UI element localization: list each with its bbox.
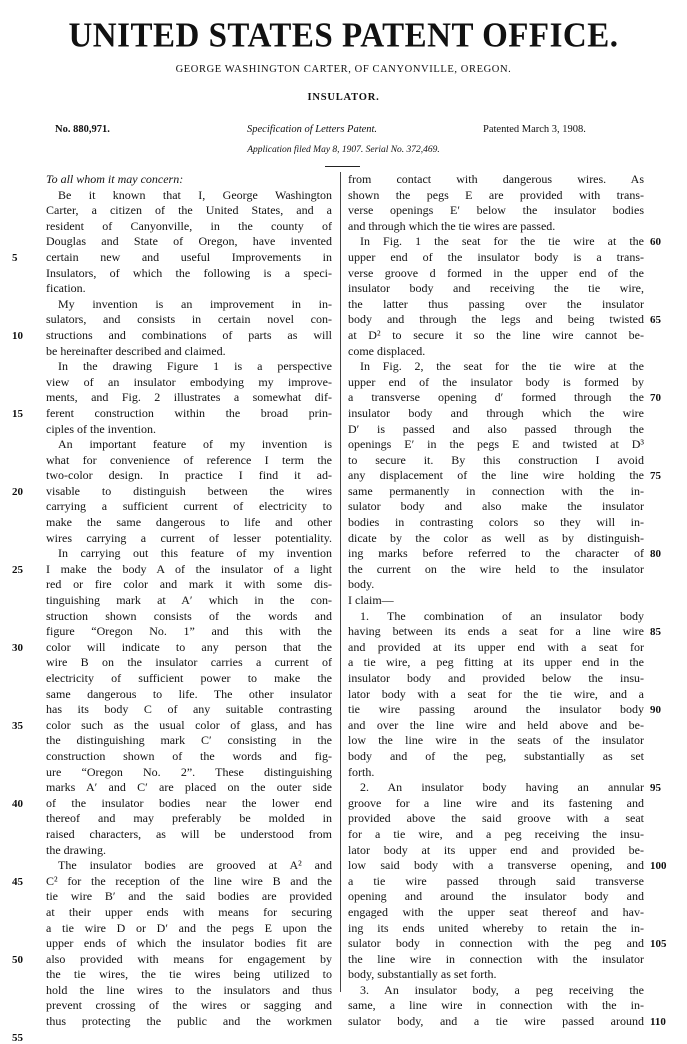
text-line: resident of Canyonville, in the county of: [46, 218, 332, 233]
text-line: Douglas and State of Oregon, have invented: [46, 234, 332, 249]
text-line: insulator body and provided below the insu-: [348, 671, 644, 685]
text-line: The insulator bodies are grooved at A² and: [58, 858, 332, 873]
text-line: thereof and may preferably be molded in: [46, 811, 332, 826]
text-line: same permanently in connection with the in-: [348, 483, 644, 498]
text-line: 2. An insulator body having an annular: [360, 780, 644, 795]
text-line: ing its ends united whereby to retain the in-: [348, 920, 644, 935]
text-line: to secure it. By this construction I avoid: [348, 452, 644, 467]
text-line: bodies in contrasting colors so they will in-: [348, 515, 644, 530]
text-line: upper end of the insulator body is formed by: [348, 374, 644, 389]
text-line: dicate by the color as well as by distinguish-: [348, 530, 644, 545]
text-line: the line wire in connection with the insulator: [348, 951, 644, 966]
text-line: ing marks before referred to the character of: [348, 546, 644, 561]
line-number: 50: [12, 954, 23, 966]
text-line: tie wire B′ and the said bodies are provided: [46, 889, 332, 904]
text-line: the latter thus passing over the insulator: [348, 296, 644, 311]
text-line: sulator body, and a tie wire passed around: [348, 1014, 644, 1029]
column-divider: [340, 172, 341, 992]
text-line: and over the line wire and held above and be-: [348, 717, 644, 732]
text-line: a transverse opening d′ formed through the: [348, 390, 644, 405]
text-line: any displacement of the line wire holding the: [348, 468, 644, 483]
text-line: verse groove d formed in the upper end of the: [348, 265, 644, 280]
line-number: 85: [650, 626, 661, 639]
text-line: electricity of sufficient power to make the: [46, 671, 332, 685]
text-line: sulator body and also make the insulator: [348, 499, 644, 514]
text-line: of the insulator bodies near the lower end: [46, 795, 332, 810]
text-line: Be it known that I, George Washington: [58, 187, 332, 202]
text-line: carrying a sufficient current of electricity to: [46, 499, 332, 514]
text-line: same dangerous to life. The other insulator: [46, 686, 332, 701]
text-line: provided above the said groove with a seat: [348, 811, 644, 826]
text-line: fication.: [46, 281, 86, 296]
text-line: Insulators, of which the following is a speci-: [46, 265, 332, 280]
text-line: the current on the wire held to the insulator: [348, 561, 644, 576]
line-number: 5: [12, 252, 18, 264]
text-line: forth.: [348, 764, 375, 779]
text-line: a tie wire, a peg fitting at its upper end in the: [348, 655, 644, 670]
line-number: 100: [650, 860, 667, 873]
invention-subject: INSULATOR.: [307, 92, 380, 103]
text-line: In Fig. 2, the seat for the tie wire at the: [360, 359, 644, 374]
text-line: tinguishing mark at A′ which in the con-: [46, 593, 332, 608]
line-number: 40: [12, 798, 23, 810]
line-number: 60: [650, 236, 661, 249]
text-line: sulator body in connection with the peg and: [348, 936, 644, 951]
line-number: 25: [12, 564, 23, 576]
text-line: from contact with dangerous wires. As: [348, 172, 644, 186]
text-line: In Fig. 1 the seat for the tie wire at the: [360, 234, 644, 249]
text-line: figure “Oregon No. 1” and this with the: [46, 624, 332, 639]
text-line: color will indicate to any person that the: [46, 639, 332, 654]
text-line: groove for a line wire and its fastening and: [348, 795, 644, 810]
text-line: My invention is an improvement in in-: [58, 296, 332, 311]
line-number: 30: [12, 642, 23, 654]
line-number: 90: [650, 704, 661, 717]
text-line: be hereinafter described and claimed.: [46, 343, 226, 358]
text-line: and provided at its upper end with a seat for: [348, 639, 644, 654]
text-line: come displaced.: [348, 343, 426, 358]
text-line: upper end of the insulator body is a trans-: [348, 249, 644, 264]
office-title: UNITED STATES PATENT OFFICE.: [68, 17, 619, 55]
text-line: red or fire color and mark it with some dis-: [46, 577, 332, 592]
text-line: prevent crossing of the wires or sagging and: [46, 998, 332, 1013]
text-line: 1. The combination of an insulator body: [360, 608, 644, 623]
text-line: same, a line wire in connection with the in-: [348, 998, 644, 1013]
text-line: struction shown consists of the words and: [46, 608, 332, 623]
text-line: hold the line wires to the insulators and thus: [46, 982, 332, 997]
line-number: 10: [12, 330, 23, 342]
text-line: insulator body and through which the wire: [348, 405, 644, 420]
line-number: 110: [650, 1016, 666, 1029]
text-line: ferent construction within the broad prin-: [46, 405, 332, 420]
text-line: make the same dangerous to life and other: [46, 515, 332, 530]
text-line: what for convenience of reference I term the: [46, 452, 332, 467]
text-line: opening and around the insulator body and: [348, 889, 644, 904]
line-number: 65: [650, 314, 661, 327]
text-line: color such as the usual color of glass, and has: [46, 717, 332, 732]
text-line: I claim—: [348, 593, 394, 608]
line-number: 70: [650, 392, 661, 405]
text-line: also provided with means for engagement by: [46, 951, 332, 966]
line-number: 15: [12, 408, 23, 420]
line-number: 45: [12, 876, 23, 888]
text-line: construction shown of the words and fig-: [46, 748, 332, 763]
text-line: C² for the reception of the line wire B and the: [46, 873, 332, 888]
text-line: marks A′ and C′ are placed on the outer side: [46, 780, 332, 795]
text-line: thus protecting the public and the workmen: [46, 1014, 332, 1029]
text-line: two-color design. In practice I find it ad-: [46, 468, 332, 483]
text-line: at D² to secure it so the line wire cannot be-: [348, 327, 644, 342]
text-line: a tie wire D or D′ and the pegs E upon the: [46, 920, 332, 935]
text-line: visable to distinguish between the wires: [46, 483, 332, 498]
text-line: body and of the peg, substantially as set: [348, 748, 644, 763]
text-line: shown the pegs E are provided with trans-: [348, 187, 644, 202]
text-line: view of an insulator embodying my improve-: [46, 374, 332, 389]
text-line: ments, and Fig. 2 illustrates a somewhat dif-: [46, 390, 332, 405]
text-line: certain new and useful Improvements in: [46, 249, 332, 264]
text-line: body, substantially as set forth.: [348, 967, 497, 982]
inventor-line: GEORGE WASHINGTON CARTER, OF CANYONVILLE, OREGON.: [175, 64, 512, 75]
text-line: In carrying out this feature of my invention: [58, 546, 332, 561]
text-line: engaged with the upper seat thereof and hav-: [348, 904, 644, 919]
text-line: wires carrying a current of lesser potentiality.: [46, 530, 332, 545]
line-number: 35: [12, 720, 23, 732]
text-line: low said body with a transverse opening, and: [348, 858, 644, 873]
text-line: lator body with a seat for the tie wire, and a: [348, 686, 644, 701]
text-line: at their upper ends with means for securing: [46, 904, 332, 919]
line-number: 20: [12, 486, 23, 498]
text-line: tie wire passing around the insulator body: [348, 702, 644, 717]
text-line: structions and combinations of parts as will: [46, 327, 332, 342]
patent-number: No. 880,971.: [55, 124, 110, 135]
text-line: openings E′ in the pegs E and twisted at D³: [348, 437, 644, 452]
text-line: sulators, and consists in certain novel con-: [46, 312, 332, 327]
text-line: In the drawing Figure 1 is a perspective: [58, 359, 332, 374]
patented-date: Patented March 3, 1908.: [483, 124, 586, 135]
specification-title: Specification of Letters Patent.: [247, 124, 378, 135]
text-line: raised characters, as will be understood from: [46, 826, 332, 841]
text-line: has its body C of any suitable contrasting: [46, 702, 332, 717]
application-line: Application filed May 8, 1907. Serial No. 372,469.: [247, 145, 440, 155]
text-line: low the line wire in the seats of the insulator: [348, 733, 644, 748]
text-line: I make the body A of the insulator of a light: [46, 561, 332, 576]
text-line: insulator body and receiving the tie wire,: [348, 281, 644, 296]
text-line: upper ends of which the insulator bodies fit are: [46, 936, 332, 951]
text-line: lator body at its upper end and provided be-: [348, 842, 644, 857]
text-line: having between its ends a seat for a line wire: [348, 624, 644, 639]
text-line: wire B on the insulator carries a current of: [46, 655, 332, 670]
text-line: ciples of the invention.: [46, 421, 156, 436]
text-line: To all whom it may concern:: [46, 172, 184, 186]
header-rule: [325, 166, 360, 167]
line-number: 105: [650, 938, 667, 951]
right-text-column: [348, 172, 644, 1030]
text-line: and through which the tie wires are passed.: [348, 218, 556, 233]
text-line: verse openings E′ below the insulator bodies: [348, 203, 644, 218]
text-line: Carter, a citizen of the United States, and a: [46, 203, 332, 218]
text-line: the distinguishing mark C′ consisting in the: [46, 733, 332, 748]
text-line: An important feature of my invention is: [58, 437, 332, 452]
text-line: for a tie wire, and a peg receiving the insu-: [348, 826, 644, 841]
text-line: the drawing.: [46, 842, 106, 857]
text-line: body.: [348, 577, 375, 592]
left-text-column: [46, 172, 332, 1030]
line-number: 75: [650, 470, 661, 483]
text-line: a tie wire passed through said transverse: [348, 873, 644, 888]
text-line: D′ is passed and also passed through the: [348, 421, 644, 436]
line-number: 55: [12, 1032, 23, 1044]
text-line: the tie wires, the tie wires being utilized to: [46, 967, 332, 982]
text-line: body and through the legs and being twisted: [348, 312, 644, 327]
line-number: 80: [650, 548, 661, 561]
line-number: 95: [650, 782, 661, 795]
text-line: 3. An insulator body, a peg receiving the: [360, 982, 644, 997]
text-line: ure “Oregon No. 2”. These distinguishing: [46, 764, 332, 779]
